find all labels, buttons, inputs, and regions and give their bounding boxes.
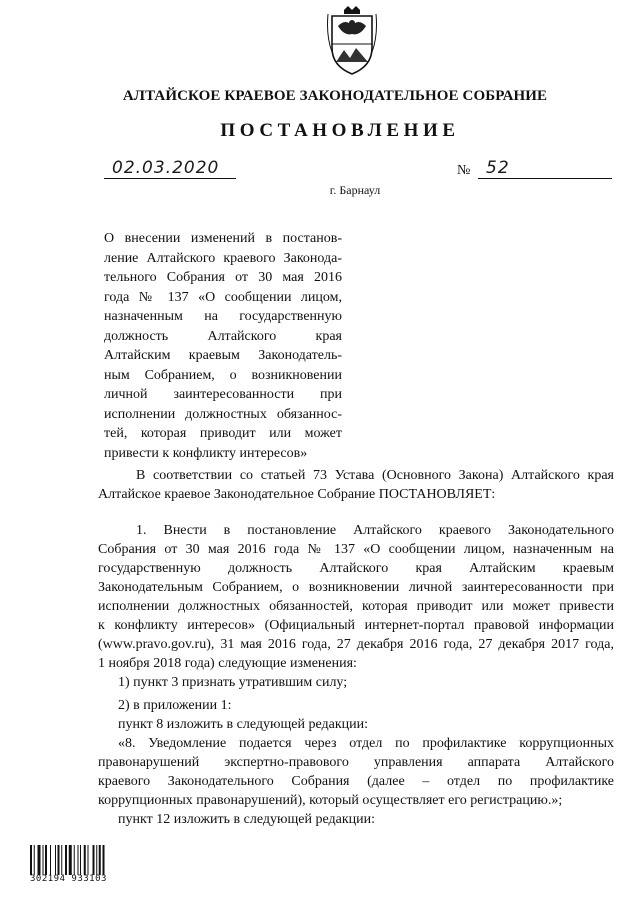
item-1-line: (www.pravo.gov.ru), 31 мая 2016 года, 27 декабря 2016 года, 27 декабря 2017 года, — [98, 637, 614, 652]
document-date: 02.03.2020 — [112, 158, 220, 178]
subject-line: года № 137 «О сообщении лицом, — [104, 289, 342, 305]
barcode-number: 302194 933103 — [30, 874, 107, 884]
subject-line: личной заинтересованности при — [104, 387, 342, 402]
document-subject — [104, 229, 342, 463]
city: г. Барнаул — [329, 183, 381, 197]
barcode-bar — [43, 845, 44, 875]
number-label: № — [457, 163, 471, 178]
subject-line: тей, которая приводит или может — [104, 426, 342, 441]
point-8-text: «8. Уведомление подается через отдел по профилактике коррупционных — [118, 736, 614, 751]
organization-name: АЛТАЙСКОЕ КРАЕВОЕ ЗАКОНОДАТЕЛЬНОЕ СОБРАНИЕ — [122, 88, 548, 104]
barcode-bar — [96, 845, 97, 875]
subject-line: исполнении должностных обязаннос- — [104, 406, 342, 422]
barcode-bar — [80, 845, 81, 875]
item-1-line: 1 ноября 2018 года) следующие изменения: — [98, 656, 357, 671]
subject-line: Алтайским краевым Законодатель- — [104, 348, 342, 363]
point-12-intro: пункт 12 изложить в следующей редакции: — [118, 812, 375, 827]
preamble-line: В соответствии со статьей 73 Устава (Основного Закона) Алтайского края — [136, 468, 614, 483]
barcode-bar — [45, 845, 47, 875]
item-1 — [98, 521, 614, 692]
barcode-bar — [78, 845, 79, 875]
subject-line: О внесении изменений в постанов- — [104, 231, 342, 246]
point-8-intro: пункт 8 изложить в следующей редакции: — [118, 717, 368, 732]
subject-line: ление Алтайского краевого Законода- — [104, 250, 342, 266]
item-1-line: Собрания от 30 мая 2016 года № 137 «О сообщении лицом, назначенным на — [98, 542, 614, 557]
item-1-line: государственную должность Алтайского края Алтайским краевым — [98, 561, 614, 576]
point-8-text: краевого Законодательного Собрания (далее – отдел по профилактике — [98, 774, 614, 789]
sub-item-2: 2) в приложении 1: — [118, 698, 232, 713]
barcode-bar — [99, 845, 101, 875]
barcode-bar — [34, 845, 35, 875]
sub-item-1: 1) пункт 3 признать утратившим силу; — [118, 675, 348, 690]
point-8-text: коррупционных правонарушений), который осуществляет его регистрацию.»; — [98, 793, 563, 808]
item-2 — [98, 696, 614, 829]
number-underline — [478, 178, 612, 179]
barcode-bar — [55, 845, 56, 875]
preamble — [98, 466, 614, 504]
barcode-bar — [38, 845, 41, 875]
subject-line: привести к конфликту интересов» — [104, 445, 308, 461]
barcode-bar — [58, 845, 60, 875]
item-1-line: Законодательным Собранием, о возникновении личной заинтересованности при — [98, 580, 614, 595]
barcode-bar — [103, 845, 105, 875]
barcode-bar — [74, 845, 75, 875]
barcode-bar — [88, 845, 89, 875]
item-1-line: 1. Внести в постановление Алтайского краевого Законодательного — [136, 523, 614, 538]
barcode-icon — [30, 845, 130, 875]
subject-line: тельного Собрания от 30 мая 2016 — [104, 270, 342, 285]
item-1-line: к конфликту интересов» (Официальный интернет-портал правовой информации — [98, 618, 614, 633]
subject-line: должность Алтайского края — [104, 328, 342, 344]
barcode-bar — [69, 845, 72, 875]
barcode-bar — [61, 845, 62, 875]
document-number: 52 — [486, 158, 510, 178]
coat-of-arms-icon — [326, 6, 378, 78]
document-type: ПОСТАНОВЛЕНИЕ — [220, 120, 460, 141]
barcode-bar — [30, 845, 32, 875]
date-underline — [104, 178, 236, 179]
point-8-text: правонарушений экспертно-правового управления аппарата Алтайского — [98, 755, 614, 770]
barcode-bar — [93, 845, 95, 875]
subject-line: назначенным на государственную — [104, 309, 342, 324]
barcode-bar — [65, 845, 67, 875]
barcode-bar — [84, 845, 86, 875]
barcode-bar — [50, 845, 51, 875]
subject-line: ным Собранием, о возникновении — [104, 367, 342, 383]
preamble-line: Алтайское краевое Законодательное Собрание ПОСТАНОВЛЯЕТ: — [98, 487, 496, 502]
item-1-line: исполнении должностных обязанностей, которая приводит или может привести — [98, 599, 614, 614]
